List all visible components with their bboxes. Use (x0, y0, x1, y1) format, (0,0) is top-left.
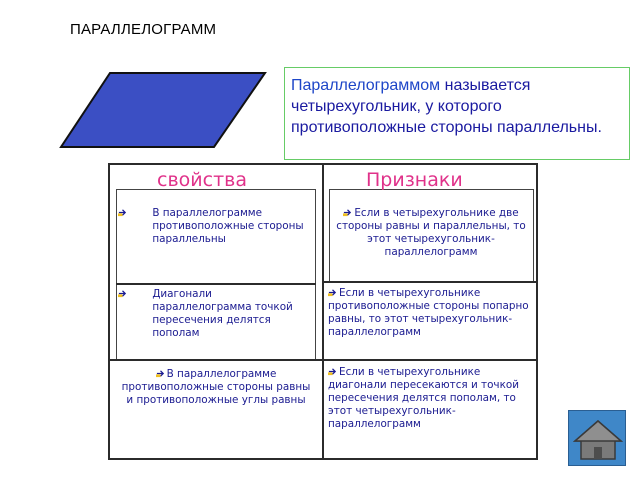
property-text-1: В параллелограмме противоположные стороны параллельны (152, 207, 304, 245)
arrow-bullet-icon (118, 208, 127, 217)
sign-text-3: Если в четырехугольнике диагонали пересекаются и точкой пересечения делятся пополам, то этот четырехугольник-параллелограмм (328, 366, 519, 430)
properties-signs-table (108, 163, 538, 460)
arrow-bullet-icon (118, 289, 127, 298)
home-icon (569, 411, 627, 467)
arrow-bullet-icon (343, 208, 352, 217)
definition-term: Параллелограммом (291, 77, 441, 94)
property-text-2: Диагонали параллелограмма точкой пересечения делятся пополам (152, 288, 293, 339)
property-item-2 (118, 288, 314, 340)
arrow-bullet-icon (156, 369, 165, 378)
property-item-3 (118, 368, 314, 407)
row-divider-left-1 (116, 283, 316, 285)
table-column-divider (322, 165, 324, 458)
definition-text: называется четырехугольник, у которого противоположные стороны параллельны. (291, 77, 602, 136)
home-button[interactable] (568, 410, 626, 466)
sign-text-2: Если в четырехугольнике противоположные стороны попарно равны, то этот четырехугольник-параллелограмм (328, 287, 529, 338)
row-divider-right-1 (324, 281, 536, 283)
row-divider-right-2 (324, 359, 536, 361)
sign-item-3 (328, 366, 534, 431)
definition-box (284, 67, 630, 160)
sign-item-2 (328, 287, 534, 339)
sign-text-1: Если в четырехугольнике две стороны равны и параллельны, то этот четырехугольник-параллелограмм (336, 207, 526, 258)
signs-header: Признаки (366, 169, 463, 191)
property-text-3: В параллелограмме противоположные стороны равны и противоположные углы равны (121, 368, 311, 406)
arrow-bullet-icon (328, 288, 337, 297)
row-divider-left-2 (110, 359, 322, 361)
arrow-bullet-icon (328, 367, 337, 376)
page-title: ПАРАЛЛЕЛОГРАММ (70, 21, 217, 38)
parallelogram-figure (58, 70, 268, 150)
property-item-1 (118, 207, 314, 246)
sign-item-1 (328, 207, 534, 259)
properties-header: свойства (157, 169, 247, 191)
